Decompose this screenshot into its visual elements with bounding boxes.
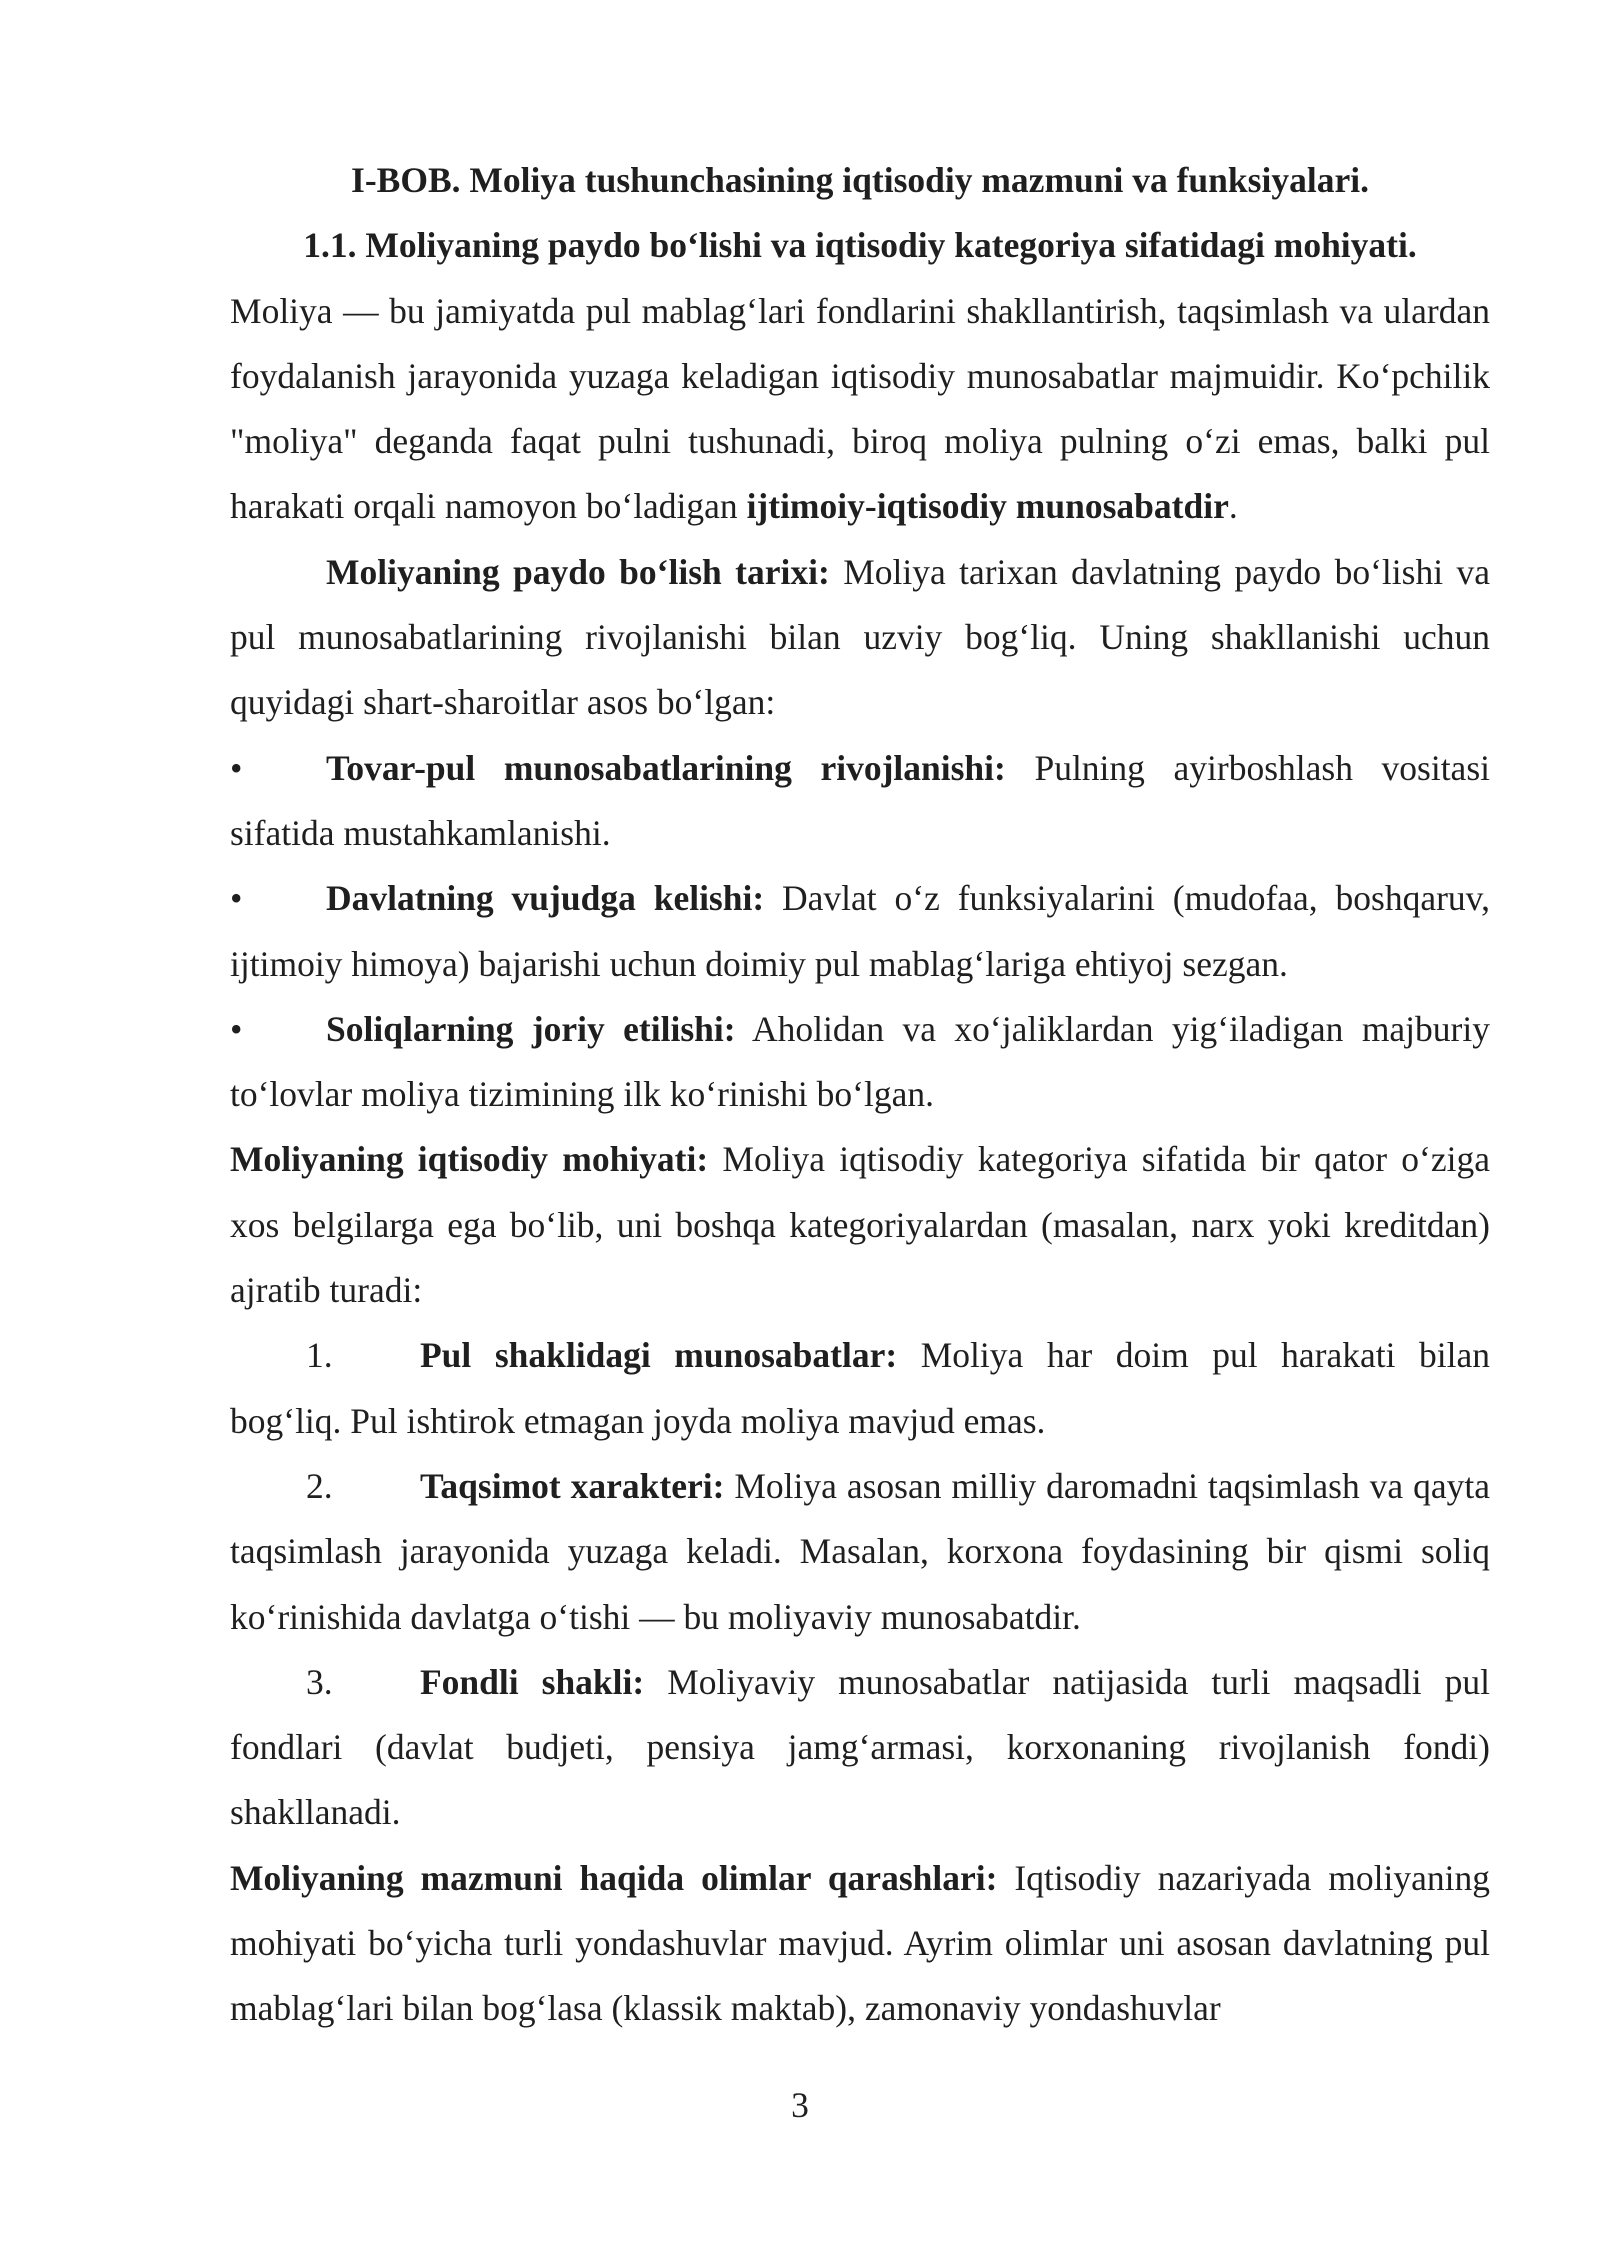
essence-heading: Moliyaning iqtisodiy mohiyati:	[230, 1139, 709, 1180]
scholars-paragraph	[230, 1846, 1490, 2042]
numbered-item	[230, 1323, 1490, 1454]
item-heading: Fondli shakli:	[420, 1661, 645, 1702]
item-text: Moliya asosan milliy daromadni taqsimlash va qayta taqsimlash jarayonida yuzaga keladi. Masalan, korxona foydasining bir qismi soliq ko‘rinishida davlatga o‘tishi — bu moliyaviy munosabatdir.	[230, 1465, 1490, 1637]
history-heading: Moliyaning paydo bo‘lish tarixi:	[326, 551, 830, 592]
item-number: 1.	[306, 1335, 333, 1376]
essence-text: Moliya iqtisodiy kategoriya sifatida bir qator o‘ziga xos belgilarga ega bo‘lib, uni boshqa kategoriyalardan (masalan, narx yoki kreditdan) ajratib turadi:	[230, 1139, 1491, 1311]
bullet-icon: •	[230, 1008, 243, 1049]
bullet-text: Pulning ayirboshlash vositasi sifatida mustahkamlanishi.	[230, 747, 1490, 853]
essence-paragraph	[230, 1127, 1490, 1323]
intro-bold: ijtimoiy-iqtisodiy munosabatdir	[746, 486, 1229, 527]
numbered-item	[230, 1650, 1490, 1846]
bullet-text: Aholidan va xo‘jaliklardan yig‘iladigan majburiy to‘lovlar moliya tizimining ilk ko‘rinishi bo‘lgan.	[230, 1008, 1490, 1115]
item-number: 2.	[306, 1465, 333, 1506]
item-text: Moliya har doim pul harakati bilan bog‘liq. Pul ishtirok etmagan joyda moliya mavjud emas.	[230, 1335, 1491, 1441]
item-heading: Taqsimot xarakteri:	[420, 1465, 725, 1506]
intro-text: Moliya — bu jamiyatda pul mablag‘lari fondlarini shakllantirish, taqsimlash va ulardan foydalanish jarayonida yuzaga keladigan iqtisodiy munosabatlar majmuidir. Ko‘pchilik "moliya" deganda faqat pulni tushunadi, biroq moliya pulning o‘zi emas, balki pul harakati orqali namoyon bo‘ladigan	[230, 290, 1490, 527]
chapter-title: I-BOB. Moliya tushunchasining iqtisodiy mazmuni va funksiyalari.	[351, 160, 1369, 200]
bullet-icon: •	[230, 878, 243, 919]
bullet-item	[230, 736, 1490, 867]
bullet-icon: •	[230, 747, 243, 788]
intro-end: .	[1228, 486, 1238, 527]
bullet-heading: Tovar-pul munosabatlarining rivojlanishi:	[326, 747, 1006, 788]
history-paragraph	[230, 540, 1490, 736]
item-number: 3.	[306, 1661, 333, 1702]
numbered-item	[230, 1454, 1490, 1650]
history-text: Moliya tarixan davlatning paydo bo‘lishi va pul munosabatlarining rivojlanishi bilan uzviy bog‘liq. Uning shakllanishi uchun quyidagi shart-sharoitlar asos bo‘lgan:	[230, 551, 1490, 723]
scholars-text: Iqtisodiy nazariyada moliyaning mohiyati bo‘yicha turli yondashuvlar mavjud. Ayrim olimlar uni asosan davlatning pul mablag‘lari bilan bog‘lasa (klassik maktab), zamonaviy yondashuvlar	[230, 1857, 1490, 2029]
item-text: Moliyaviy munosabatlar natijasida turli maqsadli pul fondlari (davlat budjeti, pensiya jamg‘armasi, korxonaning rivojlanish fondi) shakllanadi.	[230, 1661, 1490, 1833]
section-title: 1.1. Moliyaning paydo bo‘lishi va iqtisodiy kategoriya sifatidagi mohiyati.	[303, 225, 1417, 266]
item-heading: Pul shaklidagi munosabatlar:	[420, 1335, 898, 1376]
bullet-heading: Davlatning vujudga kelishi:	[326, 878, 765, 919]
bullet-item	[230, 866, 1490, 997]
scholars-heading: Moliyaning mazmuni haqida olimlar qarashlari:	[230, 1857, 998, 1898]
document-page	[230, 148, 1490, 2042]
bullet-text: Davlat o‘z funksiyalarini (mudofaa, boshqaruv, ijtimoiy himoya) bajarishi uchun doimiy pul mablag‘lariga ehtiyoj sezgan.	[230, 878, 1490, 984]
intro-paragraph	[230, 279, 1490, 540]
bullet-heading: Soliqlarning joriy etilishi:	[326, 1008, 736, 1049]
bullet-item	[230, 997, 1490, 1128]
page-number: 3	[791, 2085, 809, 2125]
